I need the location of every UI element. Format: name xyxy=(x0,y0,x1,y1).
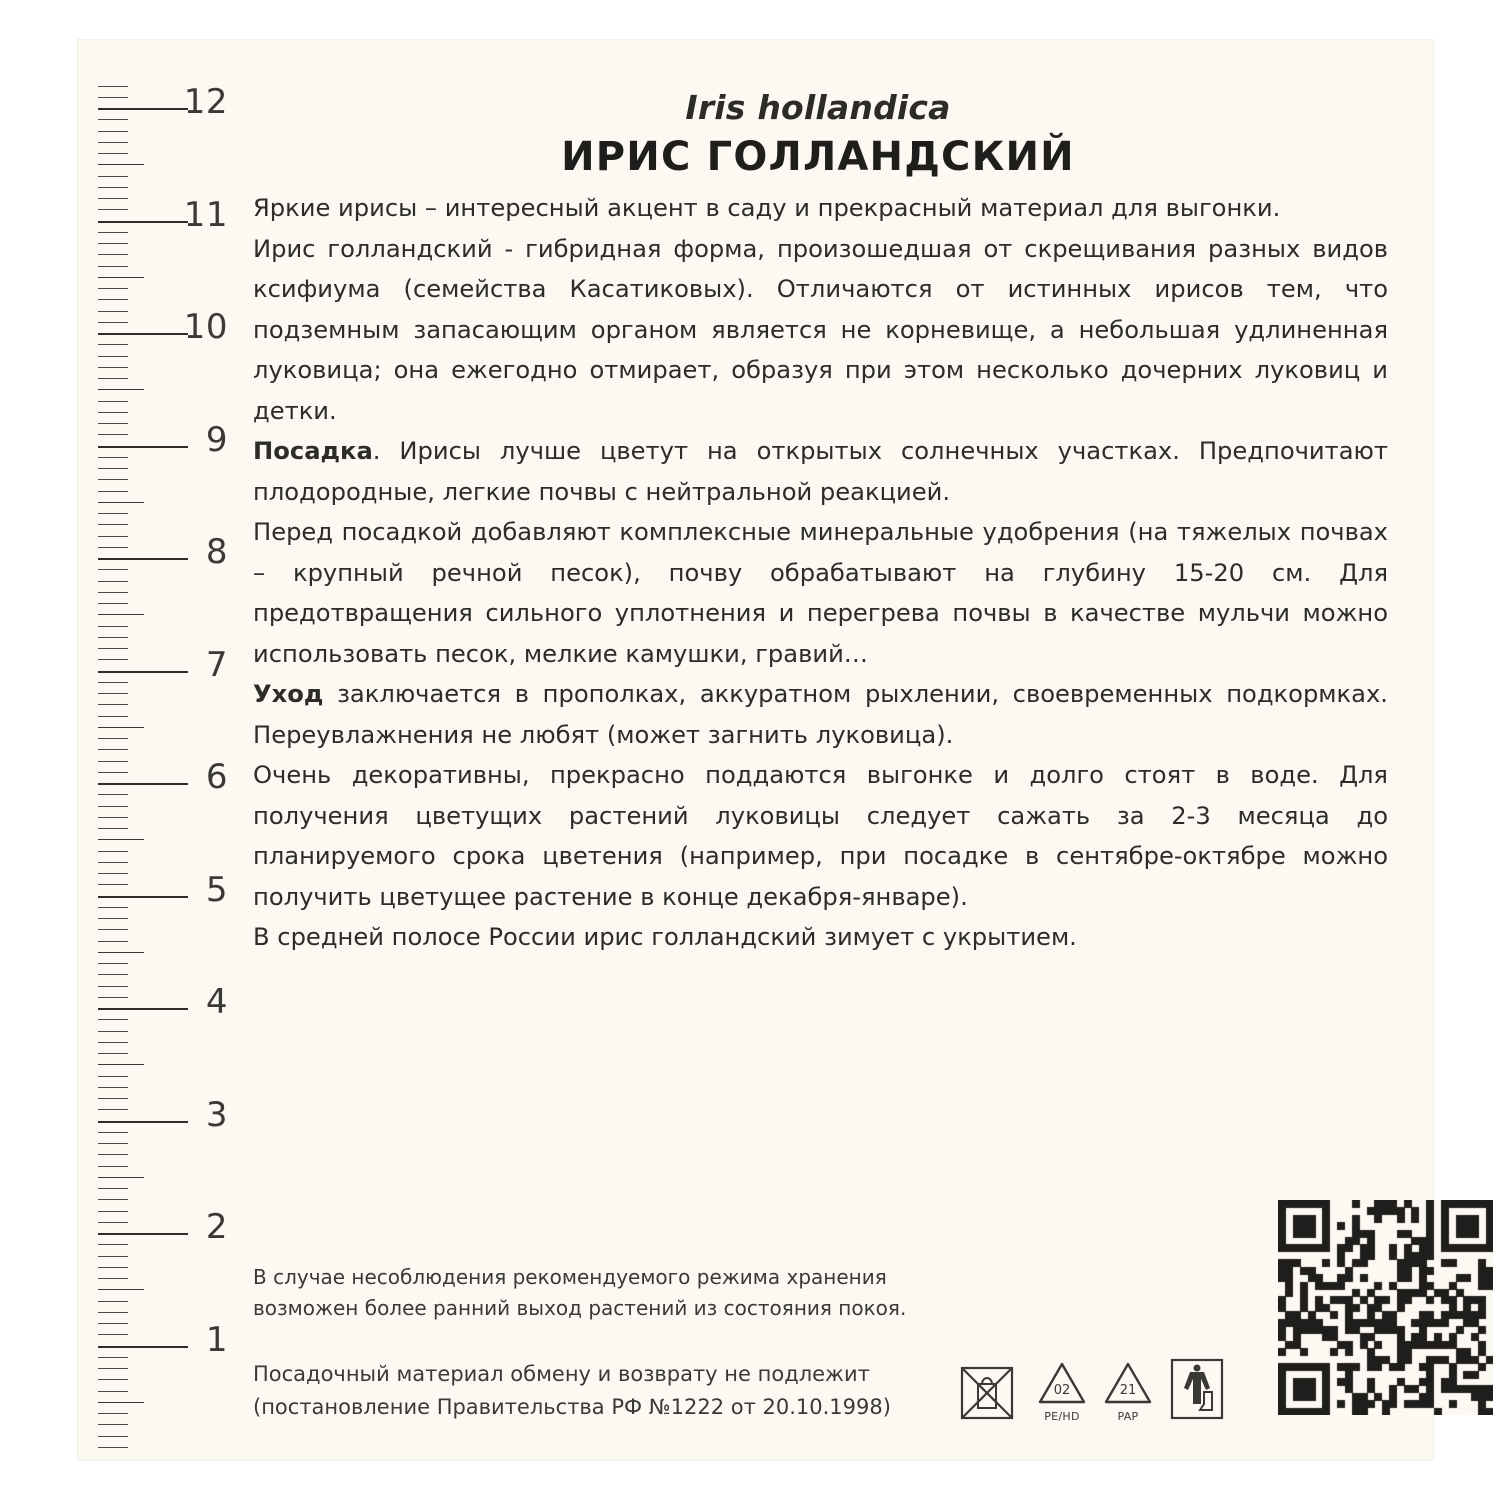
ruler-tick-mm xyxy=(98,1301,128,1302)
ruler-tick-mm xyxy=(98,986,128,987)
return-policy-line-2: (постановление Правительства РФ №1222 от 20.10.1998) xyxy=(253,1395,891,1419)
ruler-tick-mm xyxy=(98,142,128,143)
paragraph-lead: Посадка xyxy=(253,437,373,465)
paragraph-lead: Уход xyxy=(253,680,324,708)
ruler-tick-mm xyxy=(98,1087,128,1088)
ruler-tick-mm xyxy=(98,1222,128,1223)
title-latin: Iris hollandica xyxy=(685,88,951,127)
ruler-tick-mm xyxy=(98,97,128,98)
ruler-tick-mm xyxy=(98,749,128,750)
qr-code[interactable] xyxy=(1278,1200,1493,1415)
ruler-tick-mm xyxy=(98,1098,128,1099)
ruler-tick-mm xyxy=(98,1199,128,1200)
ruler-tick-mm xyxy=(98,862,128,863)
ruler-tick-mm xyxy=(98,817,128,818)
ruler-tick-mm xyxy=(98,232,128,233)
ruler-tick-mm xyxy=(98,952,144,953)
ruler-tick-mm xyxy=(98,513,128,514)
ruler-tick-mm xyxy=(98,1323,128,1324)
ruler-tick-mm xyxy=(98,693,128,694)
ruler-tick-mm xyxy=(98,367,128,368)
ruler-tick-mm xyxy=(98,1109,128,1110)
description-paragraph: Очень декоративны, прекрасно поддаются выгонке и долго стоят в воде. Для получения цветущих растений луковицы следует сажать за 2-3 месяца до планируемого срока цветения (например, при посадке в сентябре-октябре можно получить цветущее растение в конце декабря-январе). xyxy=(253,761,1388,911)
ruler-tick-mm xyxy=(98,1143,128,1144)
ruler-label: 4 xyxy=(205,982,228,1022)
ruler-tick-mm xyxy=(98,648,128,649)
ruler-tick-mm xyxy=(98,738,128,739)
ruler-tick-mm xyxy=(98,1188,128,1189)
ruler-tick-mm xyxy=(98,1289,144,1290)
ruler-tick-mm xyxy=(98,479,128,480)
ruler-tick-mm xyxy=(98,1402,144,1403)
ruler-tick-mm xyxy=(98,772,128,773)
ruler-tick-mm xyxy=(98,1334,128,1335)
ruler-tick-mm xyxy=(98,277,144,278)
ruler-tick-mm xyxy=(98,682,128,683)
ruler-tick-mm xyxy=(98,839,144,840)
ruler-tick-mm xyxy=(98,1357,128,1358)
ruler-tick-mm xyxy=(98,322,128,323)
recycle-label-pehd: PE/HD xyxy=(1044,1410,1080,1423)
ruler-tick-mm xyxy=(98,884,128,885)
ruler-tick-mm xyxy=(98,704,128,705)
ruler-tick-mm xyxy=(98,344,128,345)
ruler-tick-mm xyxy=(98,423,128,424)
ruler-tick-mm xyxy=(98,1447,128,1448)
ruler-label: 8 xyxy=(205,532,228,572)
ruler-tick-mm xyxy=(98,1076,128,1077)
packaging-icons xyxy=(958,1358,1238,1438)
ruler-tick-mm xyxy=(98,243,128,244)
ruler-label: 1 xyxy=(205,1319,228,1360)
ruler-tick-mm xyxy=(98,828,128,829)
ruler-tick-mm xyxy=(98,209,128,210)
ruler-tick-mm xyxy=(98,1053,128,1054)
ruler-tick-mm xyxy=(98,164,144,165)
recycle-label-pap: PAP xyxy=(1117,1410,1139,1423)
ruler-tick-mm xyxy=(98,153,128,154)
ruler-tick-mm xyxy=(98,1042,128,1043)
ruler-tick-mm xyxy=(98,1177,144,1178)
ruler-tick-mm xyxy=(98,1211,128,1212)
packet-content xyxy=(253,40,1403,1460)
ruler-tick-mm xyxy=(98,119,128,120)
ruler-label: 7 xyxy=(205,644,228,685)
ruler-tick-mm xyxy=(98,299,128,300)
ruler-tick-mm xyxy=(98,997,128,998)
ruler-tick-mm xyxy=(98,637,128,638)
ruler-tick-mm xyxy=(98,761,128,762)
ruler-tick-mm xyxy=(98,1391,128,1392)
ruler-label: 9 xyxy=(205,419,228,460)
ruler-tick-mm xyxy=(98,176,128,177)
ruler-tick-mm xyxy=(98,1019,128,1020)
ruler-tick-mm xyxy=(98,502,144,503)
ruler-tick-mm xyxy=(98,1424,128,1425)
recycle-triangle-icon-02 xyxy=(1034,1358,1090,1428)
description-paragraph: Уход заключается в прополках, аккуратном рыхлении, своевременных подкормках. Переувлажнения не любят (может загнить луковица). xyxy=(253,680,1388,749)
ruler-tick-mm xyxy=(98,187,128,188)
description-text xyxy=(253,188,1388,958)
ruler-tick-mm xyxy=(98,1267,128,1268)
ruler-tick-mm xyxy=(98,851,128,852)
ruler-label: 3 xyxy=(205,1094,228,1135)
ruler-tick-mm xyxy=(98,603,128,604)
ruler-tick-mm xyxy=(98,941,128,942)
ruler-tick-mm xyxy=(98,1244,128,1245)
ruler-tick-mm xyxy=(98,626,128,627)
ruler-tick-mm xyxy=(98,457,128,458)
description-paragraph: Перед посадкой добавляют комплексные минеральные удобрения (на тяжелых почвах – крупный речной песок), почву обрабатывают на глубину 15-20 см. Для предотвращения сильного уплотнения и перегрева почвы в качестве мульчи можно использовать песок, мелкие камушки, гравий… xyxy=(253,518,1388,668)
storage-note: В случае несоблюдения рекомендуемого режима хранения возможен более ранний выход растений из состояния покоя. xyxy=(253,1265,907,1320)
ruler-tick-mm xyxy=(98,266,128,267)
ruler-tick-mm xyxy=(98,716,128,717)
description-paragraph: Посадка. Ирисы лучше цветут на открытых солнечных участках. Предпочитают плодородные, легкие почвы с нейтральной реакцией. xyxy=(253,437,1388,506)
ruler-tick-mm xyxy=(98,547,128,548)
ruler-tick-mm xyxy=(98,1166,128,1167)
ruler-tick-mm xyxy=(98,974,128,975)
ruler-tick-mm xyxy=(98,491,128,492)
ruler-tick-mm xyxy=(98,1413,128,1414)
ruler-tick-mm xyxy=(98,614,144,615)
return-policy-line-1: Посадочный материал обмену и возврату не подлежит xyxy=(253,1362,870,1386)
ruler-label: 5 xyxy=(205,869,228,910)
ruler-tick-mm xyxy=(98,288,128,289)
ruler-tick-mm xyxy=(98,1278,128,1279)
ruler-tick-mm xyxy=(98,1312,128,1313)
ruler-tick-mm xyxy=(98,389,144,390)
ruler-tick-mm xyxy=(98,592,128,593)
ruler-tick-mm xyxy=(98,1379,128,1380)
ruler-tick-mm xyxy=(98,873,128,874)
ruler-tick-mm xyxy=(98,581,128,582)
ruler-tick-mm xyxy=(98,907,128,908)
svg-text:02: 02 xyxy=(1053,1383,1071,1398)
ruler-tick-mm xyxy=(98,356,128,357)
ruler-tick-mm xyxy=(98,1031,128,1032)
ruler-tick-mm xyxy=(98,198,128,199)
ruler-tick-mm xyxy=(98,254,128,255)
ruler-label: 11 xyxy=(183,194,228,235)
ruler-tick-mm xyxy=(98,412,128,413)
ruler-tick-mm xyxy=(98,963,128,964)
seed-packet-back xyxy=(78,40,1433,1460)
qr-canvas[interactable] xyxy=(1278,1200,1493,1415)
recycle-triangle-icon-21 xyxy=(1100,1358,1156,1428)
svg-text:21: 21 xyxy=(1119,1383,1137,1398)
ruler-label: 10 xyxy=(183,307,228,347)
ruler-scale xyxy=(78,40,238,1460)
ruler-tick-mm xyxy=(98,536,128,537)
ruler-edge xyxy=(96,40,97,1460)
ruler-tick-mm xyxy=(98,86,128,87)
ruler-tick-mm xyxy=(98,1368,128,1369)
description-paragraph: Яркие ирисы – интересный акцент в саду и прекрасный материал для выгонки. xyxy=(253,194,1281,222)
ruler-tick-mm xyxy=(98,794,128,795)
description-paragraph: В средней полосе России ирис голландский зимует с укрытием. xyxy=(253,923,1077,951)
return-policy-note xyxy=(253,1358,1013,1424)
throw-in-bin-icon xyxy=(1170,1358,1224,1424)
ruler-tick-mm xyxy=(98,569,128,570)
ruler-tick-mm xyxy=(98,1132,128,1133)
ruler-tick-mm xyxy=(98,311,128,312)
title-russian: ИРИС ГОЛЛАНДСКИЙ xyxy=(561,134,1075,180)
ruler-tick-mm xyxy=(98,378,128,379)
ruler-tick-mm xyxy=(98,1256,128,1257)
ruler-tick-mm xyxy=(98,727,144,728)
no-plastic-bag-icon xyxy=(958,1358,1016,1422)
ruler-label: 12 xyxy=(183,82,228,122)
ruler-tick-mm xyxy=(98,1154,128,1155)
ruler-tick-mm xyxy=(98,524,128,525)
ruler-tick-mm xyxy=(98,401,128,402)
ruler-tick-mm xyxy=(98,131,128,132)
ruler-tick-mm xyxy=(98,1064,144,1065)
ruler-tick-mm xyxy=(98,806,128,807)
ruler-tick-mm xyxy=(98,659,128,660)
description-paragraph: Ирис голландский - гибридная форма, произошедшая от скрещивания разных видов ксифиума (семейства Касатиковых). Отличаются от истинных ирисов тем, что подземным запасающим органом является не корневище, а небольшая удлиненная луковица; она ежегодно отмирает, образуя при этом несколько дочерних луковиц и детки. xyxy=(253,234,1388,425)
ruler-tick-mm xyxy=(98,918,128,919)
ruler-tick-mm xyxy=(98,468,128,469)
ruler-label: 2 xyxy=(205,1207,228,1247)
ruler-tick-mm xyxy=(98,929,128,930)
ruler-label: 6 xyxy=(205,757,228,797)
ruler-tick-mm xyxy=(98,434,128,435)
ruler-tick-mm xyxy=(98,1436,128,1437)
